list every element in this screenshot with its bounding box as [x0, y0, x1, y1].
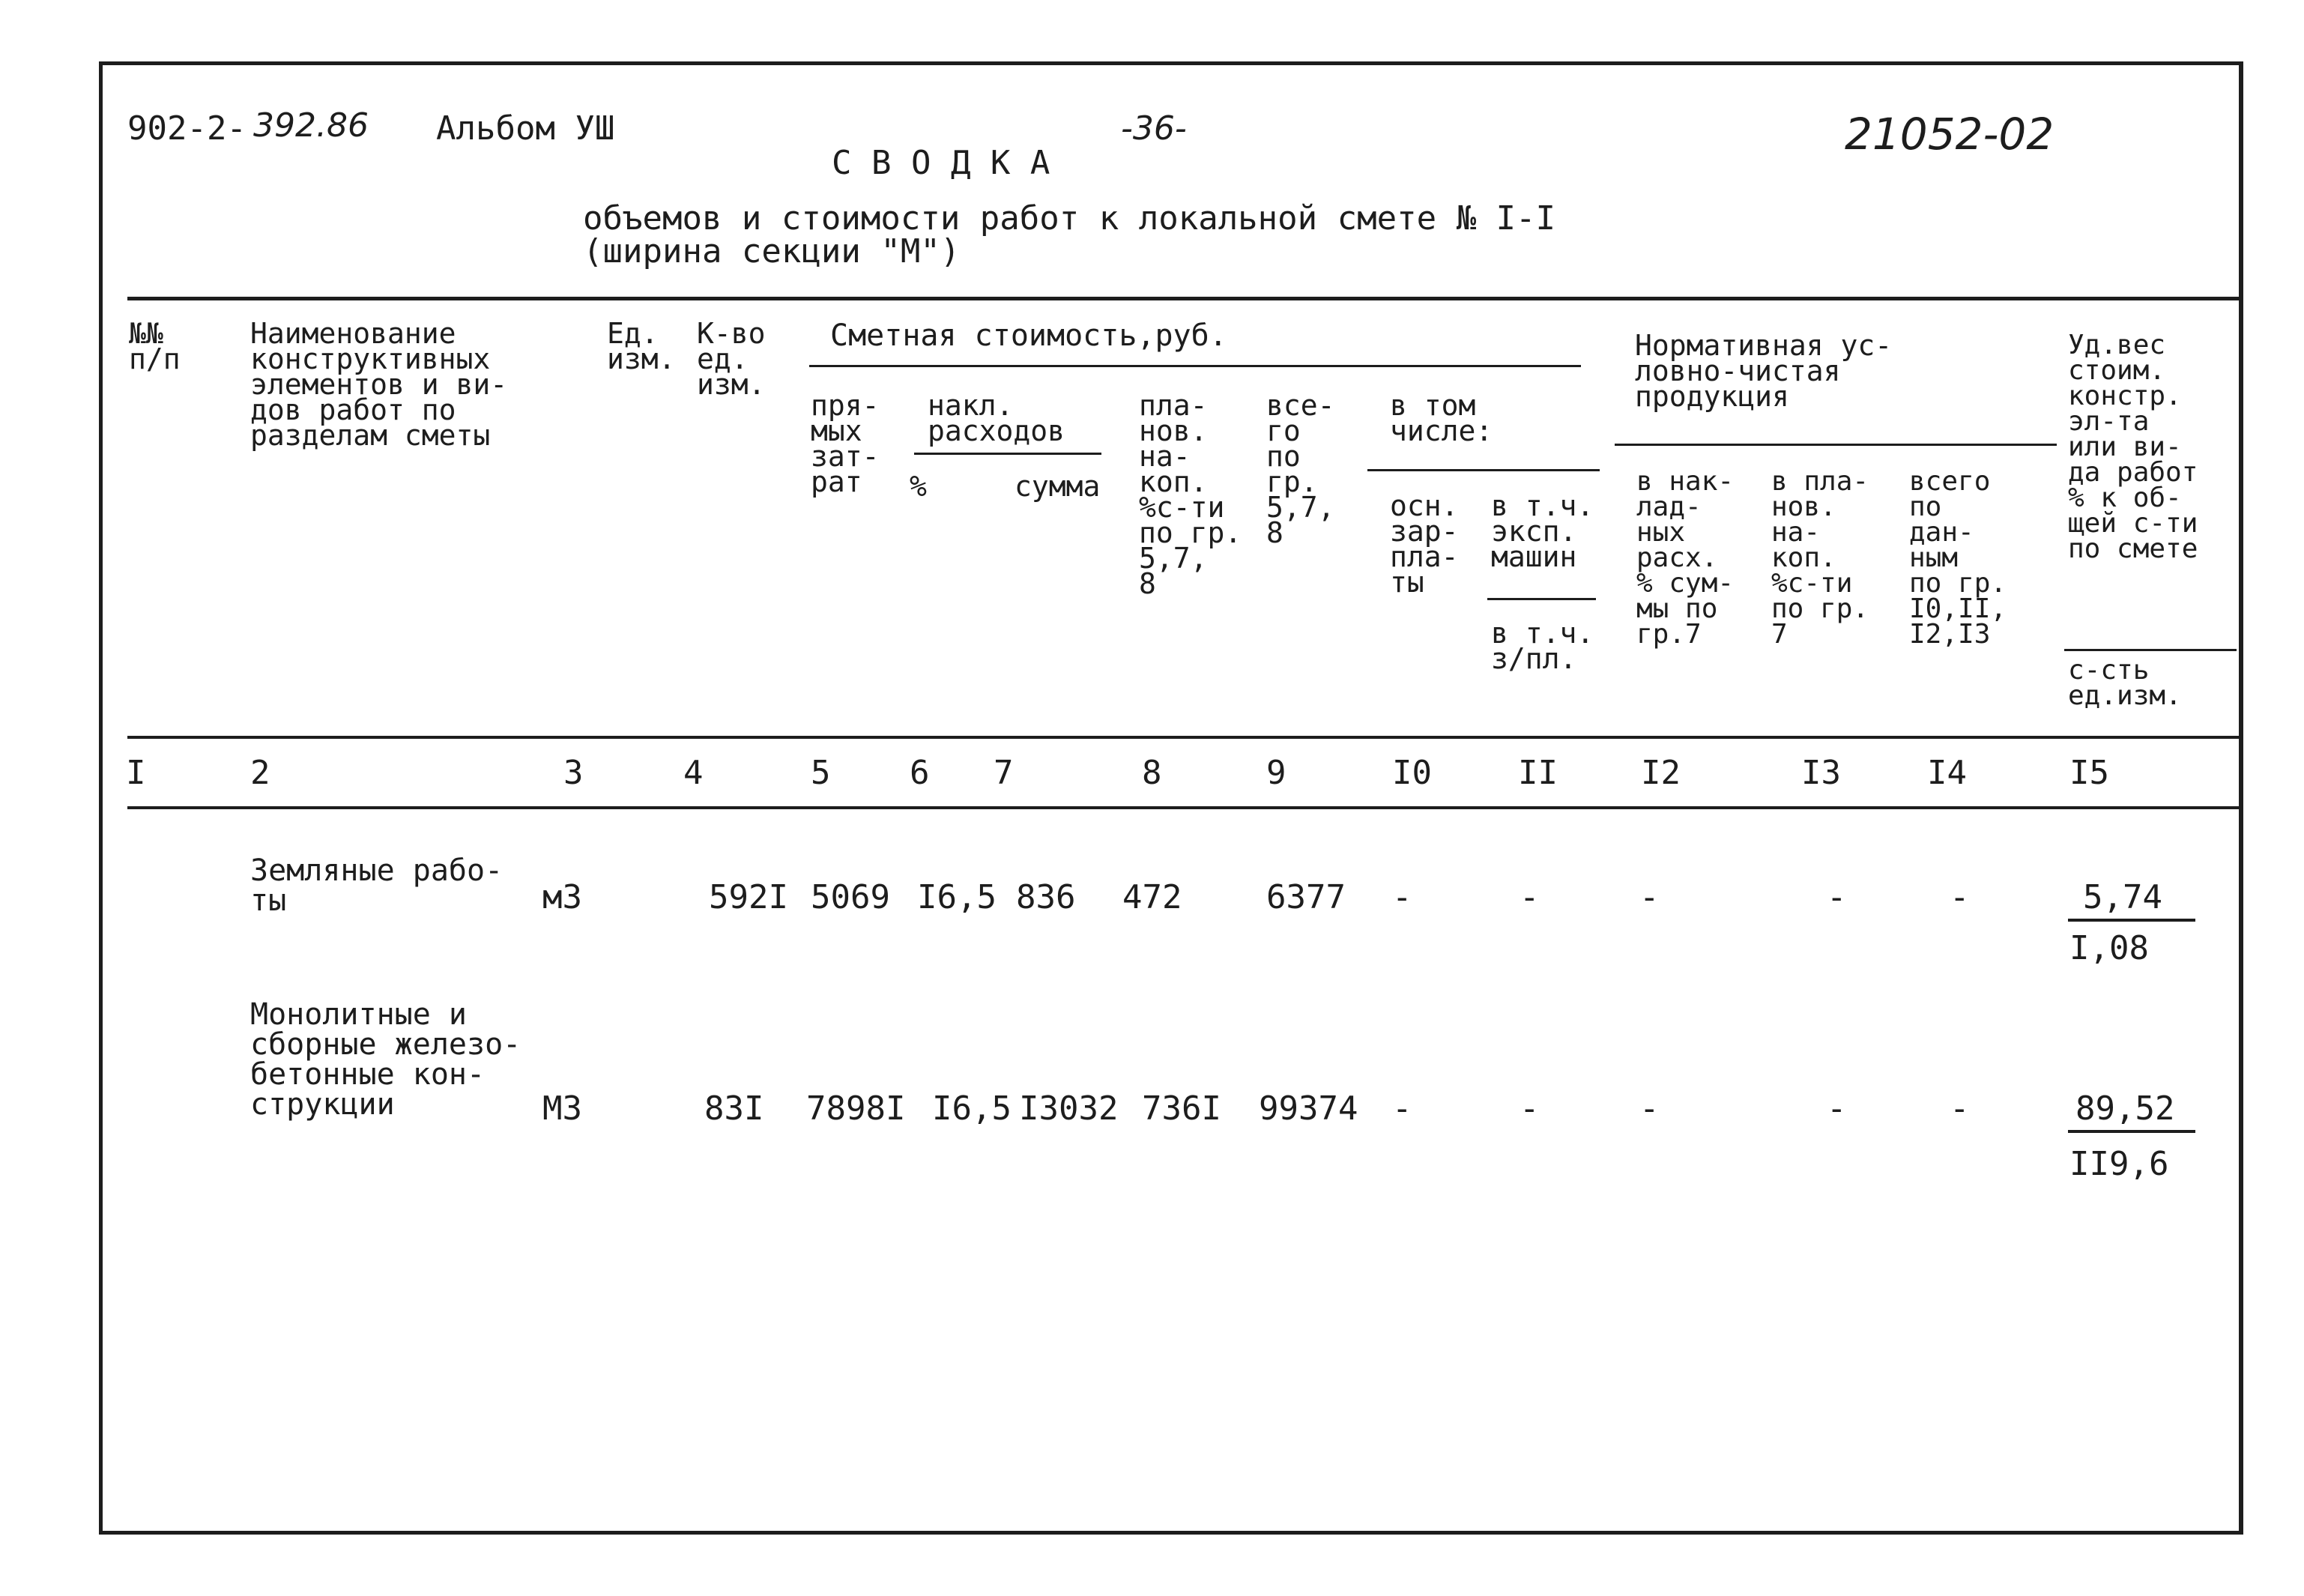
header-num: №№ п/п [129, 317, 181, 375]
row-2-wages: - [1392, 1089, 1412, 1128]
row-1-norm-total: - [1950, 878, 1970, 916]
row-1-wages: - [1392, 878, 1412, 916]
column-number: I5 [2069, 754, 2109, 792]
column-number: I4 [1927, 754, 1967, 792]
row-2-unit: М3 [542, 1089, 582, 1128]
header-share: Уд.вес стоим. констр. эл-та или ви- да работ % к об- щей с-ти по смете [2068, 330, 2198, 564]
header-normative-group: Нормативная ус- ловно-чистая продукция [1635, 329, 1893, 413]
normative-group-rule [1615, 444, 2057, 446]
row-1-overhead-sum: 836 [1016, 878, 1076, 916]
column-number: 7 [994, 754, 1014, 792]
column-number-rule [127, 806, 2240, 809]
row-2-share: 89,52 [2075, 1089, 2175, 1128]
machines-split-rule [1487, 598, 1596, 600]
document-subtitle-line1: объемов и стоимости работ к локальной смете № I-I [583, 199, 1556, 238]
row-2-norm-overhead: - [1639, 1089, 1660, 1128]
row-1-direct: 5069 [811, 878, 890, 916]
column-number: 8 [1142, 754, 1162, 792]
column-number: II [1518, 754, 1558, 792]
document-title: С В О Д К А [832, 144, 1050, 182]
incl-group-rule [1367, 469, 1600, 471]
stamp-number: 21052-02 [1845, 109, 2054, 160]
header-norm-overhead: в нак- лад- ных расх. % сум- мы по гр.7 [1636, 466, 1735, 650]
header-unit-cost: с-сть ед.изм. [2068, 655, 2182, 711]
row-2-overhead-pct: I6,5 [932, 1089, 1012, 1128]
row-2-total: 99374 [1259, 1089, 1358, 1128]
row-1-overhead-pct: I6,5 [917, 878, 997, 916]
column-number: 4 [683, 754, 704, 792]
table-top-rule [127, 297, 2240, 300]
header-norm-planned: в пла- нов. на- коп. %с-ти по гр. 7 [1771, 466, 1869, 650]
frame-left-border [99, 61, 103, 1535]
row-1-name: Земляные рабо- ты [250, 853, 504, 918]
column-number: 3 [563, 754, 584, 792]
frame-top-border [99, 61, 2242, 65]
header-overhead-group: накл. расходов [928, 389, 1065, 447]
row-1-machines: - [1520, 878, 1540, 916]
row-1-qty: 592I [709, 878, 788, 916]
row-2-overhead-sum: I3032 [1019, 1089, 1119, 1128]
header-cost-group: Сметная стоимость,руб. [830, 318, 1227, 353]
page-number: -36- [1121, 109, 1187, 148]
share-split-rule [2064, 649, 2237, 651]
row-1-share: 5,74 [2083, 878, 2162, 916]
row-1-planned: 472 [1122, 878, 1182, 916]
header-norm-total: всего по дан- ным по гр. I0,II, I2,I3 [1909, 466, 2007, 650]
frame-bottom-border [99, 1531, 2243, 1535]
header-planned: пла- нов. на- коп. %с-ти по гр. 5,7, 8 [1139, 389, 1242, 600]
header-direct: пря- мых зат- рат [811, 389, 880, 498]
frame-right-border [2239, 61, 2243, 1535]
cost-group-rule [809, 365, 1581, 367]
header-bottom-rule [127, 736, 2240, 739]
album-label: Альбом УШ [436, 109, 615, 148]
column-number: 5 [811, 754, 831, 792]
header-incl-group: в том числе: [1390, 389, 1493, 447]
row-2-qty: 83I [704, 1089, 764, 1128]
row-2-fraction-line [2068, 1130, 2195, 1133]
header-overhead-sum: сумма [1015, 470, 1101, 503]
row-2-direct: 7898I [806, 1089, 906, 1128]
column-number: 6 [910, 754, 930, 792]
header-name: Наименование конструктивных элементов и ви- дов работ по разделам сметы [250, 317, 508, 452]
row-2-machines: - [1520, 1089, 1540, 1128]
row-2-norm-total: - [1950, 1089, 1970, 1128]
row-1-norm-overhead: - [1639, 878, 1660, 916]
header-total: все- го по гр. 5,7, 8 [1266, 389, 1335, 549]
header-wages: осн. зар- пла- ты [1390, 489, 1459, 599]
column-number: 9 [1266, 754, 1286, 792]
column-number: I2 [1641, 754, 1681, 792]
row-1-norm-planned: - [1827, 878, 1847, 916]
row-1-total: 6377 [1266, 878, 1346, 916]
overhead-underline [914, 453, 1101, 455]
row-2-unit-cost: II9,6 [2069, 1145, 2169, 1183]
row-1-unit-cost: I,08 [2069, 929, 2149, 967]
column-number: I3 [1801, 754, 1841, 792]
row-2-norm-planned: - [1827, 1089, 1847, 1128]
row-2-planned: 736I [1142, 1089, 1221, 1128]
row-1-unit: м3 [542, 878, 582, 916]
header-machines: в т.ч. эксп. машин [1491, 489, 1594, 573]
column-number: 2 [250, 754, 270, 792]
header-overhead-pct: % [910, 470, 927, 503]
row-2-name: Монолитные и сборные железо- бетонные кон- струкции [250, 997, 521, 1122]
document-subtitle-line2: (ширина секции "М") [583, 232, 961, 270]
header-qty: К-во ед. изм. [697, 317, 766, 401]
column-number: I [126, 754, 146, 792]
doc-prefix: 902-2- [127, 109, 247, 148]
row-1-fraction-line [2068, 919, 2195, 922]
header-machines-wages: в т.ч. з/пл. [1491, 617, 1594, 675]
doc-number-handwritten: 392.86 [253, 106, 369, 145]
column-number: I0 [1392, 754, 1432, 792]
header-unit: Ед. изм. [607, 317, 676, 375]
